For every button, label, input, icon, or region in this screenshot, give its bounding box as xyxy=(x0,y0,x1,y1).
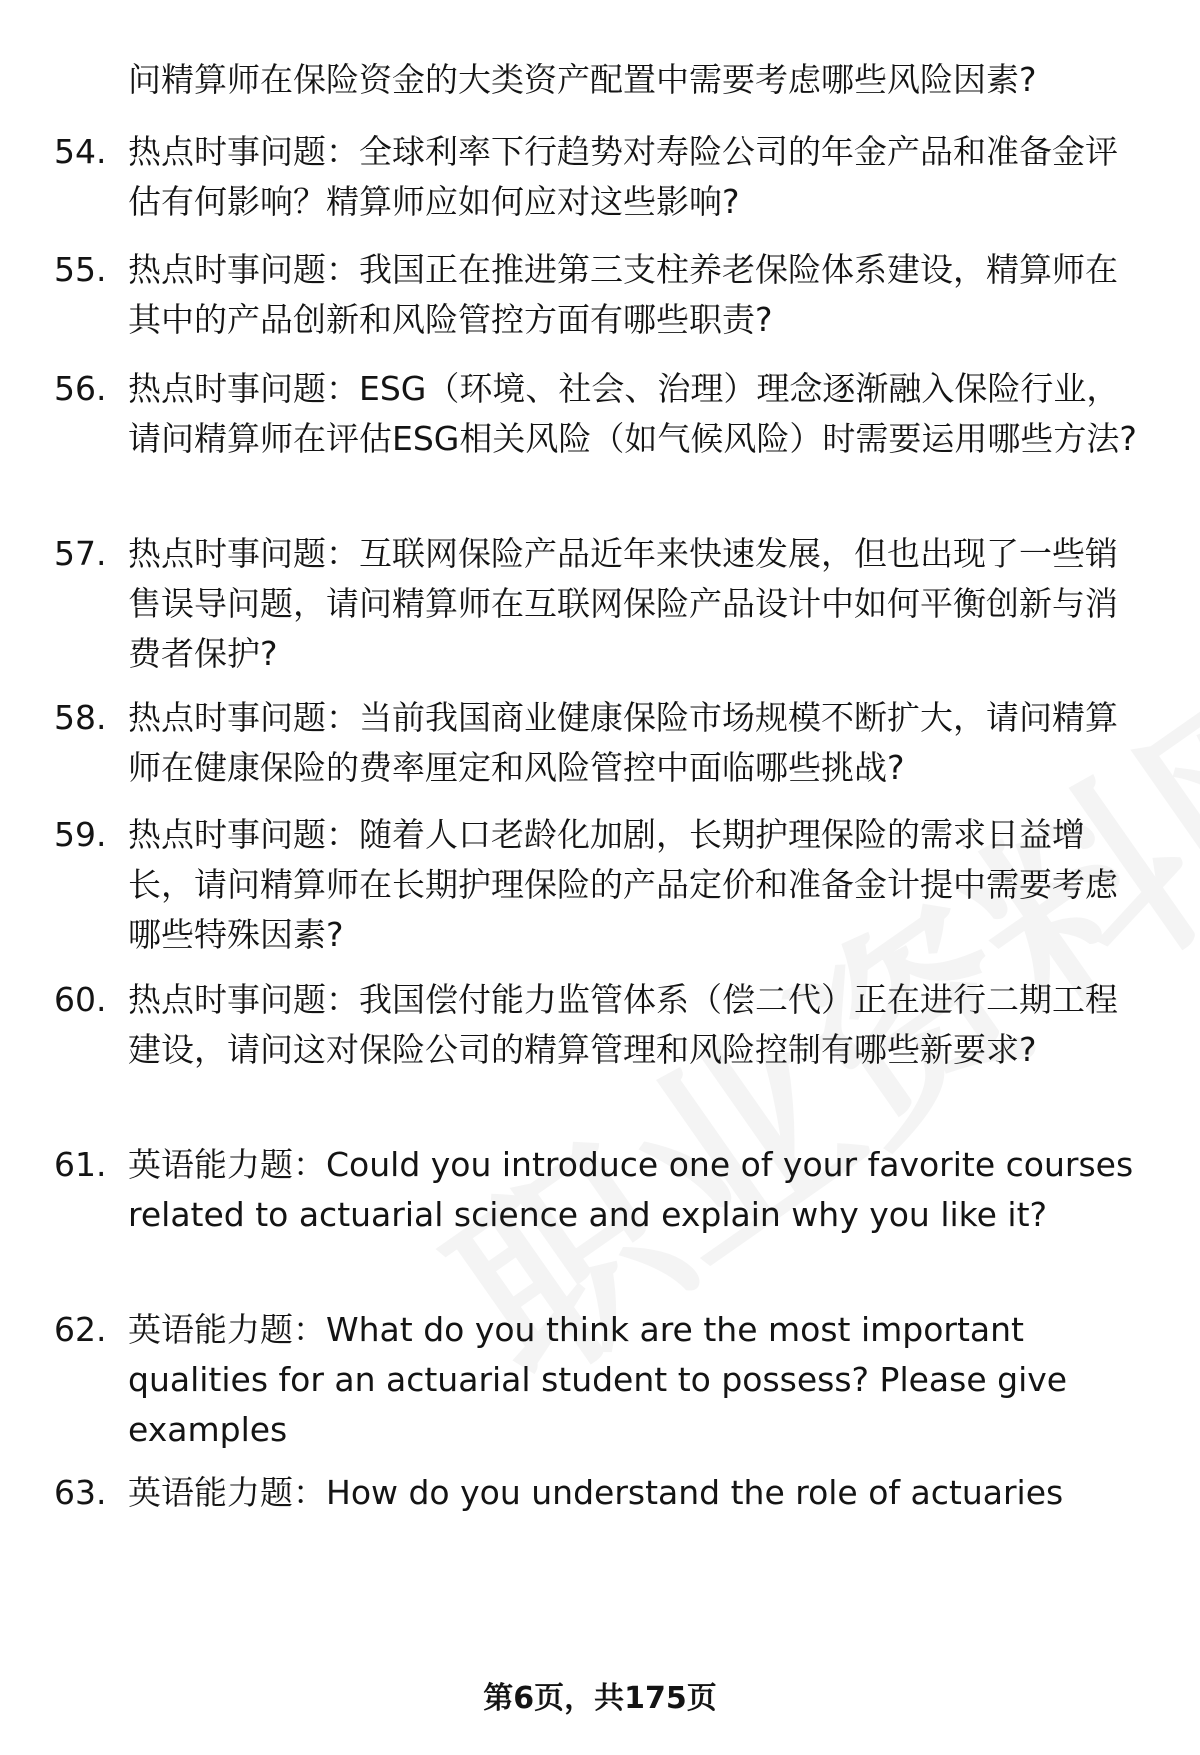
question-text: 热点时事问题：互联网保险产品近年来快速发展，但也出现了一些销售误导问题，请问精算师在互联网保险产品设计中如何平衡创新与消费者保护? xyxy=(128,534,1118,673)
question-number: 59. xyxy=(54,815,107,854)
question-number: 57. xyxy=(54,534,107,573)
question-number: 63. xyxy=(54,1473,107,1512)
question-number: 62. xyxy=(54,1310,107,1349)
question-text: 热点时事问题：随着人口老龄化加剧，长期护理保险的需求日益增长，请问精算师在长期护理保险的产品定价和准备金计提中需要考虑哪些特殊因素? xyxy=(128,815,1118,954)
question-text: 热点时事问题：ESG（环境、社会、治理）理念逐渐融入保险行业，请问精算师在评估ESG相关风险（如气候风险）时需要运用哪些方法? xyxy=(128,369,1137,458)
question-text: 热点时事问题：当前我国商业健康保险市场规模不断扩大，请问精算师在健康保险的费率厘定和风险管控中面临哪些挑战? xyxy=(128,698,1118,787)
question-text: 热点时事问题：全球利率下行趋势对寿险公司的年金产品和准备金评估有何影响？精算师应如何应对这些影响? xyxy=(128,132,1118,221)
continued-question-text: 问精算师在保险资金的大类资产配置中需要考虑哪些风险因素? xyxy=(128,60,1037,99)
question-text: 英语能力题：Could you introduce one of your favorite courses related to actuarial science and explain why you like it? xyxy=(128,1145,1134,1234)
question-number: 56. xyxy=(54,369,107,408)
question-number: 61. xyxy=(54,1145,107,1184)
question-text: 英语能力题：How do you understand the role of actuaries xyxy=(128,1473,1064,1512)
question-text: 热点时事问题：我国正在推进第三支柱养老保险体系建设，精算师在其中的产品创新和风险管控方面有哪些职责? xyxy=(128,250,1118,339)
page-footer: 第6页，共175页 xyxy=(483,1681,717,1716)
question-number: 60. xyxy=(54,980,107,1019)
question-number: 55. xyxy=(54,250,107,289)
question-number: 54. xyxy=(54,132,107,171)
question-text: 热点时事问题：我国偿付能力监管体系（偿二代）正在进行二期工程建设，请问这对保险公司的精算管理和风险控制有哪些新要求? xyxy=(128,980,1118,1069)
question-text: 英语能力题：What do you think are the most important qualities for an actuarial student to possess? Please give examples xyxy=(128,1310,1068,1449)
question-number: 58. xyxy=(54,698,107,737)
